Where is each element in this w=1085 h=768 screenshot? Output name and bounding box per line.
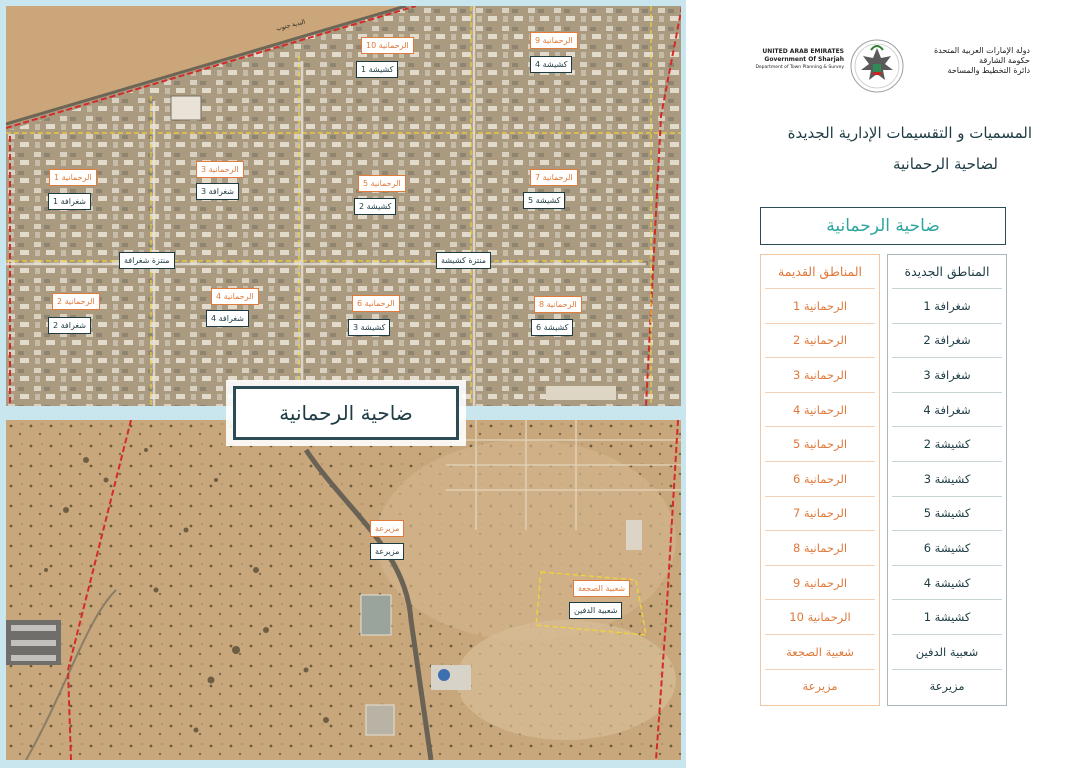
- old-area-cell: الرحمانية 8: [765, 530, 875, 565]
- logo-ar-line: دائرة التخطيط والمساحة: [947, 66, 1030, 75]
- zone-new-label: مزيرعة: [370, 543, 404, 560]
- zone-new-label: شغرافة 1: [48, 193, 91, 210]
- old-area-cell: الرحمانية 9: [765, 565, 875, 600]
- old-area-cell: الرحمانية 1: [765, 288, 875, 323]
- old-areas-header: المناطق القديمة: [778, 264, 863, 279]
- logo-ar-line: حكومة الشارقة: [979, 56, 1030, 65]
- old-area-cell: الرحمانية 2: [765, 323, 875, 358]
- zone-new-label: كشيشة 6: [531, 319, 573, 336]
- zone-old-label: الرحمانية 8: [534, 296, 582, 313]
- zone-old-label: الرحمانية 4: [211, 288, 259, 305]
- new-area-cell: شغرافة 4: [892, 392, 1002, 427]
- old-area-cell: شعبية الصجعة: [765, 634, 875, 669]
- zone-new-label: شعبية الدفين: [569, 602, 622, 619]
- road-label: البدية جنوب: [275, 18, 306, 33]
- new-areas-column: [887, 254, 1007, 706]
- zone-old-label: شعبية الصجعة: [573, 580, 630, 597]
- zone-new-label: كشيشة 5: [523, 192, 565, 209]
- map-panel-bottom: [6, 420, 681, 760]
- zone-old-label: الرحمانية 6: [352, 295, 400, 312]
- old-area-cell: مزيرعة: [765, 669, 875, 704]
- new-area-cell: مزيرعة: [892, 669, 1002, 704]
- old-area-cell: الرحمانية 5: [765, 426, 875, 461]
- map-top-graphics: [6, 6, 681, 406]
- logo-en-line: UNITED ARAB EMIRATES: [762, 48, 844, 55]
- zone-old-label: الرحمانية 2: [52, 293, 100, 310]
- zone-new-label: شغرافة 2: [48, 317, 91, 334]
- park-label: منتزة شغرافة: [119, 252, 175, 269]
- new-areas-header: المناطق الجديدة: [904, 264, 990, 279]
- logo-en-line: Department of Town Planning & Survey: [755, 65, 844, 70]
- zone-new-label: كشيشة 1: [356, 61, 398, 78]
- page-title: المسميات و التقسيمات الإدارية الجديدة: [787, 124, 1032, 142]
- uae-eagle-emblem-icon: [849, 38, 905, 94]
- zone-new-label: كشيشة 4: [530, 56, 572, 73]
- zone-new-label: شغرافة 4: [206, 310, 249, 327]
- map-panel-top: [6, 6, 681, 406]
- logo-english-text: [738, 48, 844, 72]
- old-area-cell: الرحمانية 7: [765, 496, 875, 531]
- zone-new-label: شغرافة 3: [196, 183, 239, 200]
- new-area-cell: كشيشة 5: [892, 496, 1002, 531]
- new-area-cell: كشيشة 6: [892, 530, 1002, 565]
- old-area-cell: الرحمانية 3: [765, 357, 875, 392]
- logo-en-line: Government Of Sharjah: [764, 56, 844, 63]
- zone-old-label: الرحمانية 10: [361, 37, 414, 54]
- zone-new-label: كشيشة 2: [354, 198, 396, 215]
- logo-arabic-text: [918, 46, 1030, 76]
- logo-ar-line: دولة الإمارات العربية المتحدة: [933, 46, 1030, 55]
- zone-old-label: الرحمانية 5: [358, 175, 406, 192]
- new-area-cell: شغرافة 2: [892, 323, 1002, 358]
- old-areas-column: [760, 254, 880, 706]
- old-area-cell: الرحمانية 6: [765, 461, 875, 496]
- new-area-cell: كشيشة 2: [892, 426, 1002, 461]
- zone-old-label: الرحمانية 3: [196, 161, 244, 178]
- page-subtitle: لضاحية الرحمانية: [892, 155, 998, 173]
- district-map-label: ضاحية الرحمانية: [233, 386, 459, 440]
- new-area-cell: شعبية الدفين: [892, 634, 1002, 669]
- new-area-cell: كشيشة 4: [892, 565, 1002, 600]
- new-area-cell: كشيشة 3: [892, 461, 1002, 496]
- zone-old-label: مزيرعة: [370, 520, 404, 537]
- old-area-cell: الرحمانية 10: [765, 599, 875, 634]
- zone-new-label: كشيشة 3: [348, 319, 390, 336]
- zone-old-label: الرحمانية 9: [530, 32, 578, 49]
- new-area-cell: كشيشة 1: [892, 599, 1002, 634]
- park-label: منتزة كشيشة: [436, 252, 491, 269]
- old-area-cell: الرحمانية 4: [765, 392, 875, 427]
- new-area-cell: شغرافة 3: [892, 357, 1002, 392]
- zone-old-label: الرحمانية 1: [49, 169, 97, 186]
- zone-old-label: الرحمانية 7: [530, 169, 578, 186]
- district-title-box: ضاحية الرحمانية: [760, 207, 1006, 245]
- government-logo: [738, 38, 1038, 93]
- new-area-cell: شغرافة 1: [892, 288, 1002, 323]
